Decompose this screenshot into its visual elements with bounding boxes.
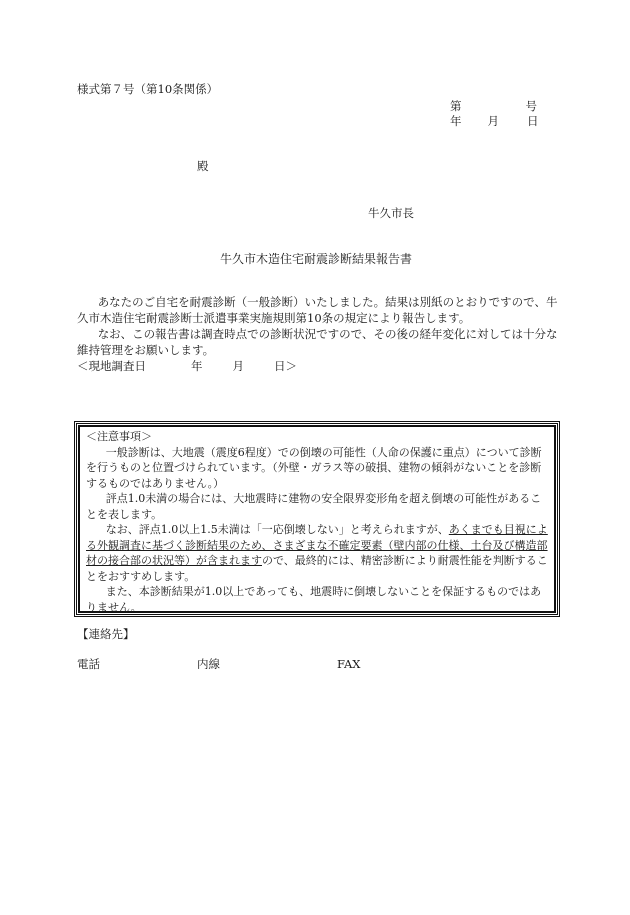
survey-date-prefix: ＜現地調査日 [77,359,146,373]
issue-date [450,113,539,129]
notice-paragraph-1: 一般診断は、大地震（震度6程度）での倒壊の可能性（人命の保護に重点）について診断を行うものと位置づけられています。（外壁・ガラス等の破損、建物の傾斜がないことを診断するものではありません。） [86,445,542,490]
notice-paragraph-2: 評点1.0未満の場合には、大地震時に建物の安全限界変形角を超え倒壊の可能性があることを表します。 [86,492,542,521]
notice-box-inner [78,425,556,613]
survey-day-label: 日＞ [274,359,297,373]
phone-label: 電話 [77,657,100,671]
year-label: 年 [450,114,462,128]
reference-number [450,98,537,114]
notice-paragraph-3 [86,522,548,584]
body-paragraph-1: あなたのご自宅を耐震診断（一般診断）いたしました。結果は別紙のとおりですので、牛久市木造住宅耐震診断士派遣事業実施規則第10条の規定により報告します。 [77,295,558,325]
addressee-honorific: 殿 [197,159,209,173]
day-label: 日 [527,114,539,128]
month-label: 月 [487,114,499,128]
contact-heading: 【連絡先】 [77,627,135,641]
report-body [77,294,562,358]
document-title: 牛久市木造住宅耐震診断結果報告書 [220,252,413,266]
notice-box [74,421,560,617]
notice-p3-start: なお、評点1.0以上1.5未満は「一応倒壊しない」と考えられますが、 [105,523,449,536]
body-paragraph-2: なお、この報告書は調査時点での診断状況ですので、その後の経年変化に対しては十分な維持管理をお願いします。 [77,327,558,357]
form-number: 様式第７号（第10条関係） [77,82,219,96]
notice-p3-end: ので、最終的には、精密診断により耐震性能を判断することをおすすめします。 [86,554,548,583]
survey-date [77,358,297,374]
extension-label: 内線 [197,657,220,671]
survey-year-label: 年 [191,359,203,373]
survey-month-label: 月 [232,359,244,373]
issuer-name: 牛久市長 [368,206,414,220]
fax-label: FAX [337,657,361,671]
notice-p3-underlined: あくまでも目視による外観調査に基づく診断結果のため、さまざまな不確定要素（壁内部の仕様、土台及び構造部材の接合部の状況等）が含まれます [86,523,548,567]
ref-go-label: 号 [525,99,537,113]
notice-paragraph-4: また、本診断結果が1.0以上であっても、地震時に倒壊しないことを保証するものではありません。 [86,585,542,614]
notice-heading: ＜注意事項＞ [86,430,152,443]
ref-dai-label: 第 [450,99,462,113]
